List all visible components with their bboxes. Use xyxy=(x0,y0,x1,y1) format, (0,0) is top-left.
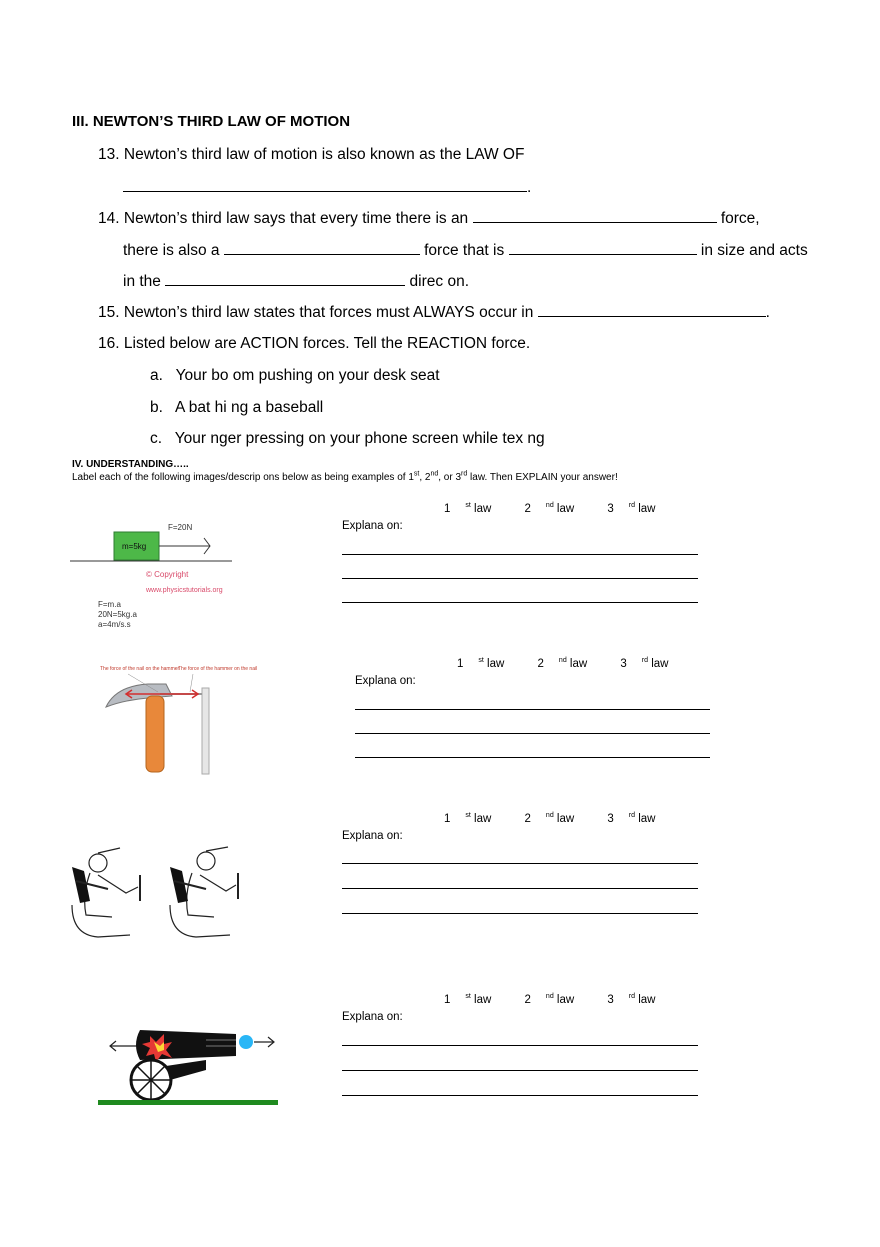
answer-blank[interactable] xyxy=(509,240,697,255)
explanation-label-1: Explana on: xyxy=(342,520,403,532)
answer-line[interactable] xyxy=(355,733,710,734)
law-options-2[interactable]: 1 $^{st}$ law 2 $^{nd}$ law 3 $^{rd}$ law xyxy=(457,657,669,670)
rider-icon xyxy=(72,848,140,937)
law-options-4[interactable]: 1 $^{st}$ law 2 $^{nd}$ law 3 $^{rd}$ law xyxy=(444,993,656,1006)
answer-blank[interactable] xyxy=(224,240,420,255)
question-14-line-2: there is also a force that is in size and acts xyxy=(123,242,808,259)
cannonball-icon xyxy=(239,1035,253,1049)
question-13 xyxy=(98,145,524,165)
seatbelt-riders-figure xyxy=(68,845,248,941)
section-4-title: IV. UNDERSTANDING….. xyxy=(72,459,189,470)
question-14: 14. Newton’s third law says that every time there is an force, xyxy=(98,210,760,227)
law-options-3[interactable]: 1 $^{st}$ law 2 $^{nd}$ law 3 $^{rd}$ law xyxy=(444,812,656,825)
equation-line-1: F=m.a xyxy=(98,600,121,609)
section-3-title: III. NEWTON’S THIRD LAW OF MOTION xyxy=(72,113,351,130)
answer-line[interactable] xyxy=(342,913,698,914)
answer-line[interactable] xyxy=(342,578,698,579)
hammer-handle xyxy=(146,696,164,772)
ground-line xyxy=(98,1100,278,1105)
answer-line[interactable] xyxy=(342,863,698,864)
nail-post xyxy=(202,688,209,774)
answer-line[interactable] xyxy=(355,757,710,758)
explanation-label-2: Explana on: xyxy=(355,675,416,687)
force-label: F=20N xyxy=(168,523,193,532)
question-15: 15. Newton’s third law states that forces must ALWAYS occur in . xyxy=(98,304,770,321)
law-options-1[interactable]: 1 $^{st}$ law 2 $^{nd}$ law 3 $^{rd}$ law xyxy=(444,502,656,515)
answer-line[interactable] xyxy=(342,1095,698,1096)
cannon-figure xyxy=(96,1020,286,1108)
answer-line[interactable] xyxy=(342,554,698,555)
question-text: Newton’s third law of motion is also known as the LAW OF xyxy=(123,146,525,163)
explanation-label-4: Explana on: xyxy=(342,1011,403,1023)
copyright-text: © Copyright xyxy=(146,570,189,579)
answer-line[interactable] xyxy=(342,1070,698,1071)
answer-blank[interactable] xyxy=(538,302,766,317)
question-14-line-3: in the direc on. xyxy=(123,273,469,290)
question-16-item-b: b. A bat hi ng a baseball xyxy=(150,399,324,416)
answer-line[interactable] xyxy=(342,1045,698,1046)
hammer-nail-figure xyxy=(98,662,258,780)
website-text: www.physicstutorials.org xyxy=(146,587,223,594)
equation-line-2: 20N=5kg.a xyxy=(98,610,137,619)
question-16-item-c: c. Your nger pressing on your phone screen while tex ng xyxy=(150,430,545,447)
nail-on-hammer-label: The force of the nail on the hammer xyxy=(100,666,180,672)
question-16: 16. Listed below are ACTION forces. Tell the REACTION force. xyxy=(98,335,531,352)
rider-icon xyxy=(170,847,238,937)
hammer-on-nail-label: The force of the hammer on the nail xyxy=(178,666,258,672)
force-block-figure xyxy=(70,515,240,633)
equation-line-3: a=4m/s.s xyxy=(98,620,131,629)
question-16-item-a: a. Your bo om pushing on your desk seat xyxy=(150,367,440,384)
answer-line[interactable] xyxy=(342,602,698,603)
answer-line[interactable] xyxy=(342,888,698,889)
section-4-instructions: Label each of the following images/descrip ons below as being examples of 1st, 2nd, or 3rd law. Then EXPLAIN your answer! xyxy=(72,470,618,483)
answer-blank[interactable] xyxy=(165,271,405,286)
answer-blank[interactable] xyxy=(123,177,527,192)
question-number: 13. xyxy=(98,146,120,163)
answer-blank[interactable] xyxy=(473,208,717,223)
answer-line[interactable] xyxy=(355,709,710,710)
question-13-answer-line: . xyxy=(123,177,531,198)
mass-label: m=5kg xyxy=(122,542,147,551)
explanation-label-3: Explana on: xyxy=(342,830,403,842)
